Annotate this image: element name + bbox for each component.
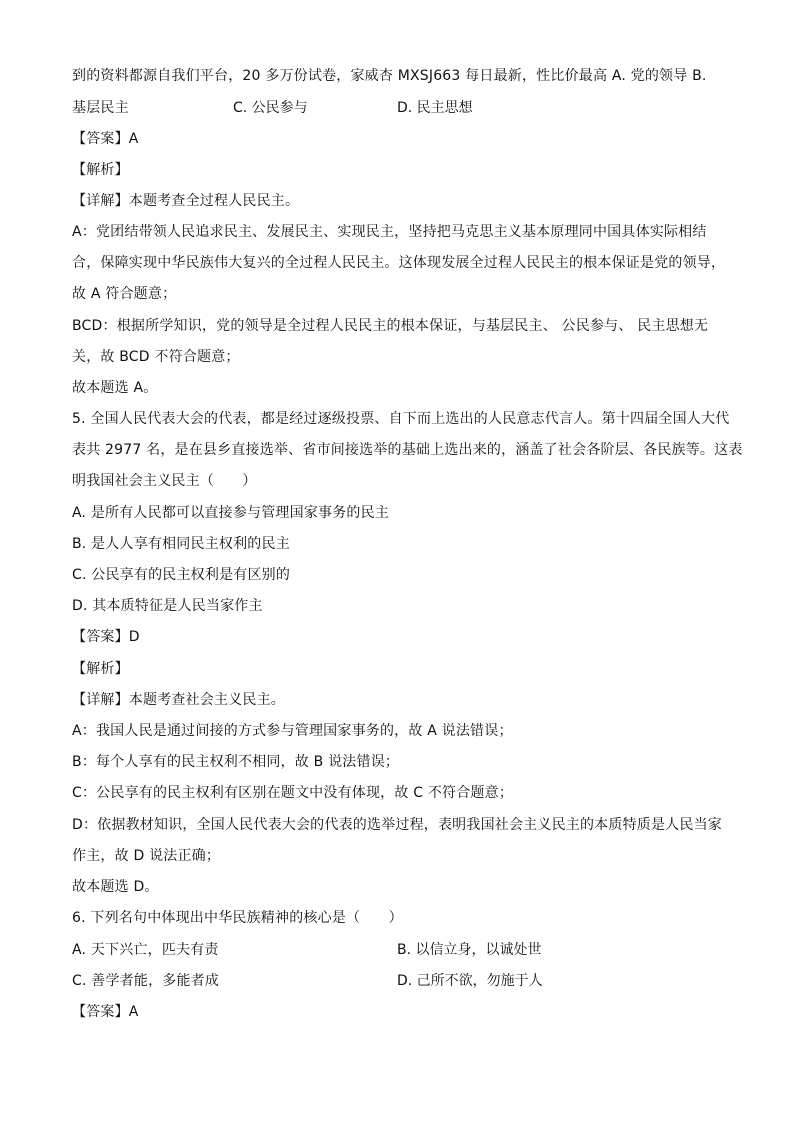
q4-detail: 【详解】本题考查全过程人民民主。 [72,193,300,209]
q5-explanation-c: C：公民享有的民主权利有区别在题文中没有体现，故 C 不符合题意； [72,785,514,801]
q6-option-d: D. 己所不欲，勿施于人 [397,973,543,989]
q5-answer: 【答案】D [72,629,140,645]
q4-option-d: D. 民主思想 [397,100,473,116]
q6-stem: 6. 下列名句中体现出中华民族精神的核心是（ ） [72,910,403,926]
q4-conclusion: 故本题选 A。 [72,380,158,396]
q6-option-c: C. 善学者能，多能者成 [72,973,220,989]
q5-stem-3: 明我国社会主义民主（ ） [72,473,257,489]
q4-answer: 【答案】A [72,131,139,147]
q4-explanation-a-2: 合，保障实现中华民族伟大复兴的全过程人民民主。这体现发展全过程人民民主的根本保证是党的领导， [72,255,726,271]
q5-analysis-heading: 【解析】 [72,661,129,677]
q5-stem-2: 表共 2977 名，是在县乡直接选举、省市间接选举的基础上选出来的，涵盖了社会各阶层、各民族等。这表 [72,442,743,458]
q5-option-c: C. 公民享有的民主权利是有区别的 [72,567,291,583]
q4-explanation-a-3: 故 A 符合题意； [72,286,177,302]
q5-option-b: B. 是人人享有相同民主权利的民主 [72,536,290,552]
q5-option-a: A. 是所有人民都可以直接参与管理国家事务的民主 [72,505,390,521]
q4-option-b: 基层民主 [72,100,129,116]
q4-analysis-heading: 【解析】 [72,162,129,178]
q4-explanation-a-1: A：党团结带领人民追求民主、发展民主、实现民主，坚持把马克思主义基本原理同中国具体实际相结 [72,224,707,240]
q6-option-a: A. 天下兴亡，匹夫有责 [72,942,219,958]
q5-explanation-a: A：我国人民是通过间接的方式参与管理国家事务的，故 A 说法错误； [72,723,513,739]
q5-explanation-d-2: 作主，故 D 说法正确； [72,848,221,864]
q5-detail: 【详解】本题考查社会主义民主。 [72,692,285,708]
q4-explanation-bcd-2: 关，故 BCD 不符合题意； [72,349,240,365]
q4-line1: 到的资料都源自我们平台，20 多万份试卷，家威杏 MXSJ663 每日最新，性比价最高 A. 党的领导 B. [72,68,707,84]
q6-option-b: B. 以信立身，以诚处世 [397,942,542,958]
q4-option-c: C. 公民参与 [233,100,308,116]
q5-stem-1: 5. 全国人民代表大会的代表，都是经过逐级投票、自下而上选出的人民意志代言人。第十四届全国人大代 [72,411,730,427]
q5-conclusion: 故本题选 D。 [72,879,159,895]
q6-answer: 【答案】A [72,1004,139,1020]
q4-explanation-bcd-1: BCD：根据所学知识，党的领导是全过程人民民主的根本保证，与基层民主、 公民参与、 民主思想无 [72,318,709,334]
q5-explanation-b: B：每个人享有的民主权利不相同，故 B 说法错误； [72,754,400,770]
q5-option-d: D. 其本质特征是人民当家作主 [72,598,263,614]
q5-explanation-d-1: D：依据教材知识，全国人民代表大会的代表的选举过程，表明我国社会主义民主的本质特质是人民当家 [72,817,722,833]
